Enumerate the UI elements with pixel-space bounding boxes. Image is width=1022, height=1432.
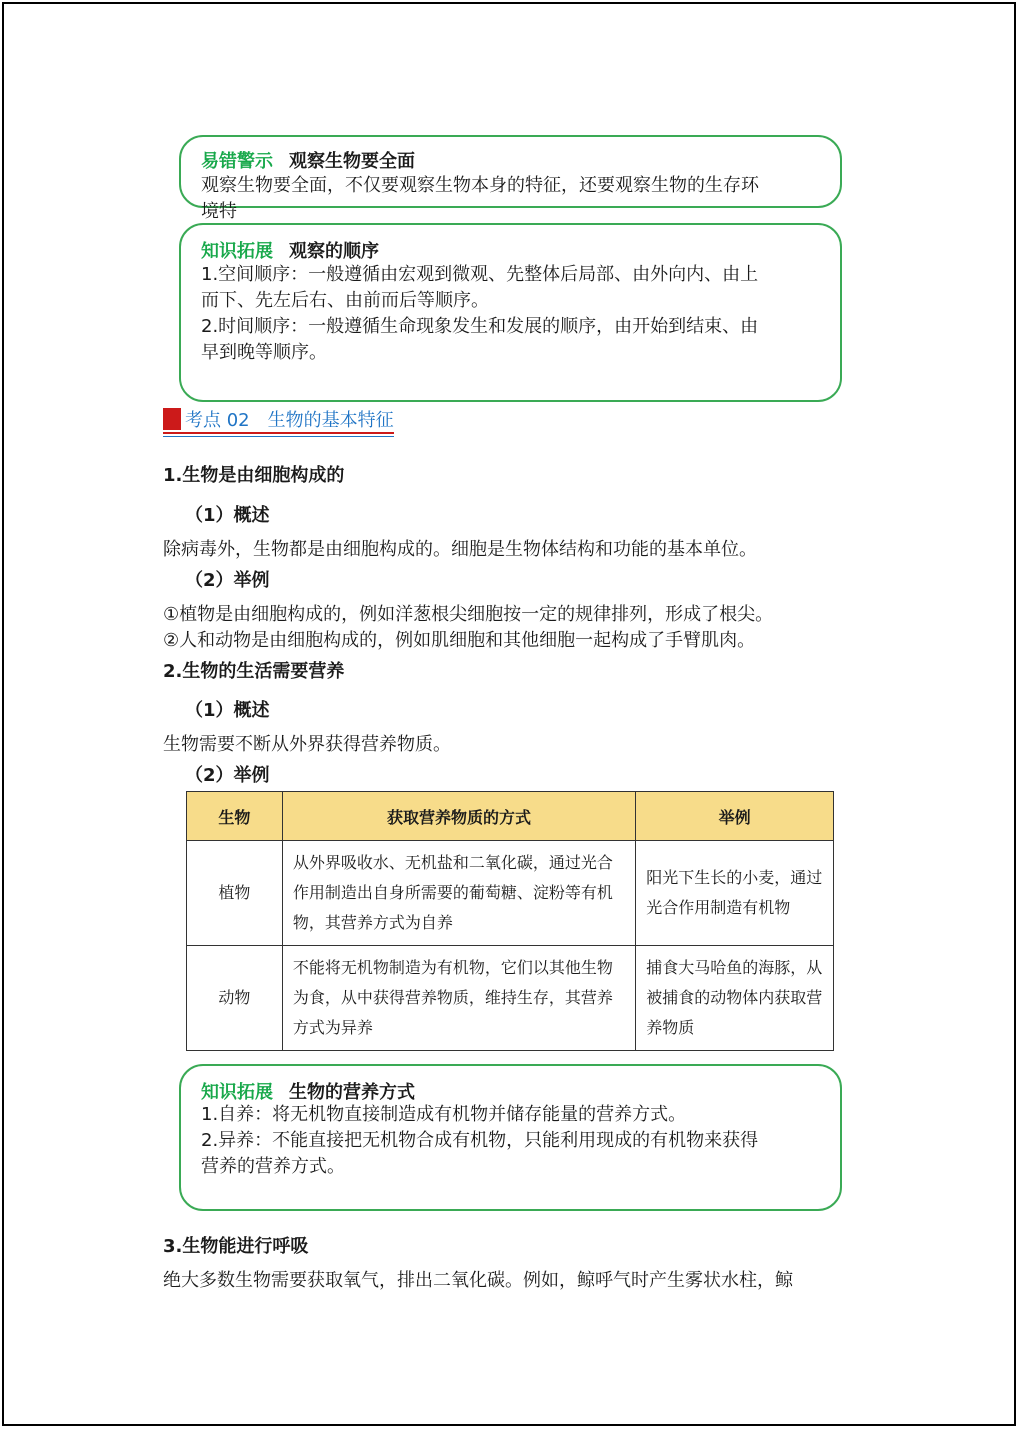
box-line: 而下、先左后右、由前而后等顺序。	[201, 290, 489, 311]
mistake-warning-box	[179, 135, 842, 222]
nutrition-table	[186, 791, 834, 1051]
knowledge-extension-box	[179, 223, 842, 402]
box-tag: 知识拓展	[201, 241, 273, 262]
box-line: 境特	[201, 201, 237, 222]
section-banner	[163, 406, 394, 432]
box-title	[201, 1078, 415, 1104]
table-cell: 捕食大马哈鱼的海豚，从被捕食的动物体内获取营养物质	[636, 946, 834, 1051]
box-body	[201, 1102, 822, 1180]
box-subtitle: 观察生物要全面	[289, 151, 415, 172]
banner-title: 考点 02 生物的基本特征	[185, 410, 394, 431]
box-body	[201, 262, 822, 366]
paragraph: 绝大多数生物需要获取氧气，排出二氧化碳。例如，鲸呼气时产生雾状水柱，鲸	[163, 1270, 793, 1291]
subheading: （2）举例	[185, 765, 270, 786]
section-heading: 2.生物的生活需要营养	[163, 661, 345, 682]
banner-underline	[163, 432, 394, 434]
table-header: 举例	[636, 792, 834, 841]
box-line: 营养的营养方式。	[201, 1156, 345, 1177]
subheading: （1）概述	[185, 700, 270, 721]
box-title	[201, 147, 415, 173]
section-heading: 1.生物是由细胞构成的	[163, 465, 345, 486]
paragraph: ②人和动物是由细胞构成的，例如肌细胞和其他细胞一起构成了手臂肌肉。	[163, 630, 756, 651]
box-line: 2.异养：不能直接把无机物合成有机物，只能利用现成的有机物来获得	[201, 1130, 759, 1151]
table-cell: 植物	[187, 841, 283, 946]
box-line: 1.自养：将无机物直接制造成有机物并储存能量的营养方式。	[201, 1104, 687, 1125]
knowledge-extension-box	[179, 1064, 842, 1211]
subheading: （2）举例	[185, 570, 270, 591]
paragraph: 生物需要不断从外界获得营养物质。	[163, 734, 451, 755]
subheading: （1）概述	[185, 505, 270, 526]
box-body	[201, 173, 822, 225]
table-cell: 不能将无机物制造为有机物，它们以其他生物为食，从中获得营养物质，维持生存，其营养方式为异养	[282, 946, 635, 1051]
box-tag: 知识拓展	[201, 1082, 273, 1103]
table-row	[187, 946, 834, 1051]
paragraph: 除病毒外，生物都是由细胞构成的。细胞是生物体结构和功能的基本单位。	[163, 539, 757, 560]
box-tag: 易错警示	[201, 151, 273, 172]
box-line: 2.时间顺序：一般遵循生命现象发生和发展的顺序，由开始到结束、由	[201, 316, 759, 337]
table-header-row	[187, 792, 834, 841]
paragraph: ①植物是由细胞构成的，例如洋葱根尖细胞按一定的规律排列，形成了根尖。	[163, 604, 774, 625]
box-line: 早到晚等顺序。	[201, 342, 327, 363]
table-cell: 动物	[187, 946, 283, 1051]
box-subtitle: 观察的顺序	[289, 241, 379, 262]
table-row	[187, 841, 834, 946]
box-subtitle: 生物的营养方式	[289, 1082, 415, 1103]
table-header: 获取营养物质的方式	[282, 792, 635, 841]
box-title	[201, 237, 379, 263]
table-cell: 从外界吸收水、无机盐和二氧化碳，通过光合作用制造出自身所需要的葡萄糖、淀粉等有机物，其营养方式为自养	[282, 841, 635, 946]
banner-marker	[163, 408, 181, 430]
box-line: 观察生物要全面，不仅要观察生物本身的特征，还要观察生物的生存环	[201, 175, 759, 196]
table-header: 生物	[187, 792, 283, 841]
table-cell: 阳光下生长的小麦，通过光合作用制造有机物	[636, 841, 834, 946]
section-heading: 3.生物能进行呼吸	[163, 1236, 309, 1257]
box-line: 1.空间顺序：一般遵循由宏观到微观、先整体后局部、由外向内、由上	[201, 264, 759, 285]
banner-underline-secondary	[163, 436, 394, 437]
